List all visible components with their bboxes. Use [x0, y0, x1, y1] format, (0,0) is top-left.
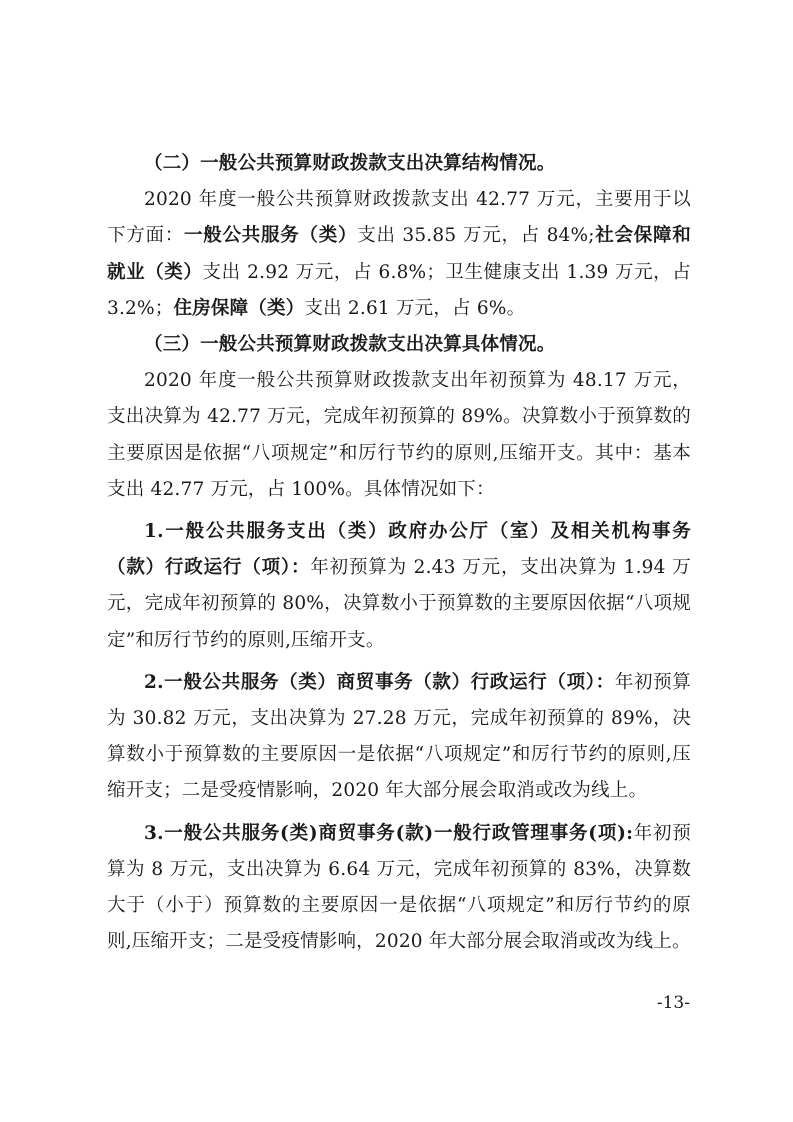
section-2-paragraph: [107, 182, 691, 327]
list-item-1: [107, 514, 691, 659]
section-3-paragraph: 2020 年度一般公共预算财政拨款支出年初预算为 48.17 万元，支出决算为 42.77 万元，完成年初预算的 89%。决算数小于预算数的主要原因是依据“八项规定”和厉行节约的原则,压缩开支。其中：基本支出 42.77 万元，占 100%。具体情况如下：: [107, 370, 691, 500]
text-run: 2020 年度一般公共预算财政拨款支出 42.77 万元，主要用于以下方面：: [107, 189, 691, 247]
text-run: 支出 2.61 万元，占 6%。: [304, 297, 526, 319]
document-body: [107, 146, 691, 960]
section-3-heading: （三）一般公共预算财政拨款支出决算具体情况。: [144, 334, 556, 356]
list-item-3: [107, 816, 691, 961]
text-run: 支出 35.85 万元，占 84%;: [357, 225, 595, 247]
text-run: 年初预算为 8 万元，支出决算为 6.64 万元，完成年初预算的 83%，决算数大于（小于）预算数的主要原因一是依据“八项规定”和厉行节约的原则,压缩开支；二是受疫情影响，2020 年大部分展会取消或改为线上。: [107, 822, 691, 953]
text-run: 支出 2.92 万元，占 6.8%；卫生健康支出 1.39 万元，占 3.2%；: [107, 261, 691, 319]
bold-run: 3.一般公共服务(类)商贸事务(款)一般行政管理事务(项):: [144, 822, 634, 844]
text-run: 年初预算为 2.43 万元，支出决算为 1.94 万元，完成年初预算的 80%，决算数小于预算数的主要原因依据“八项规定”和厉行节约的原则,压缩开支。: [107, 557, 692, 651]
bold-run: 1.一般公共服务支出（类）政府办公厅（室）及相关机构事务（款）行政运行（项）：: [107, 521, 691, 579]
page-number: -13-: [656, 993, 690, 1013]
bold-run: 2.一般公共服务（类）商贸事务（款）行政运行（项）：: [144, 671, 615, 693]
bold-run: 住房保障（类）: [173, 297, 305, 319]
list-item-2: [107, 665, 691, 810]
text-run: 年初预算为 30.82 万元，支出决算为 27.28 万元，完成年初预算的 89%，决算数小于预算数的主要原因一是依据“八项规定”和厉行节约的原则,压缩开支；二是受疫情影响，2020 年大部分展会取消或改为线上。: [107, 671, 691, 802]
bold-run: 一般公共服务（类）: [184, 225, 358, 247]
bold-run: 社会保障和就业（类）: [107, 225, 691, 283]
section-2-heading: （二）一般公共预算财政拨款支出决算结构情况。: [144, 153, 556, 174]
